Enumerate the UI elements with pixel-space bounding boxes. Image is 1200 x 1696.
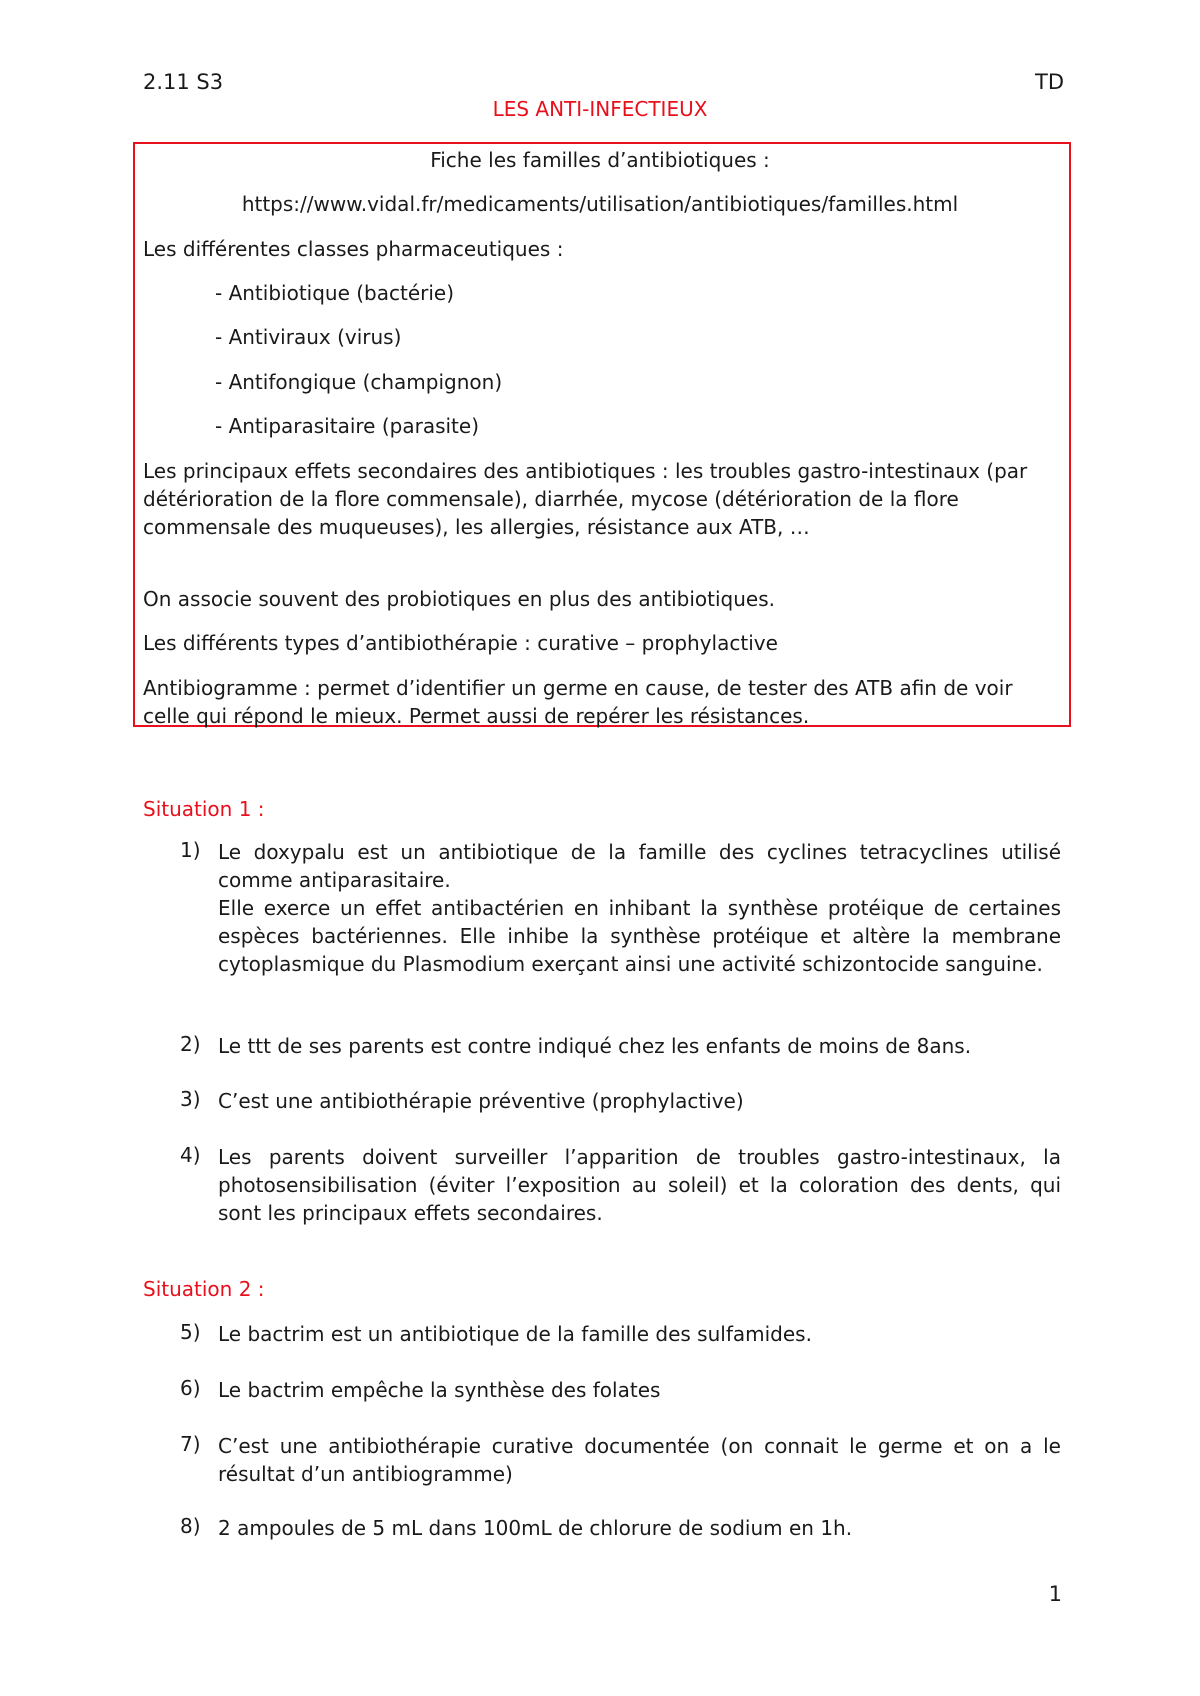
item-number: 4) [180, 1143, 201, 1167]
situation-2-heading: Situation 2 : [143, 1277, 265, 1301]
course-code: 2.11 S3 [143, 70, 224, 94]
item-number: 8) [180, 1514, 201, 1538]
therapy-types: Les différents types d’antibiothérapie : curative – prophylactive [143, 631, 778, 655]
item-text: C’est une antibiothérapie curative documentée (on connait le germe et on a le résultat d’un antibiogramme) [218, 1434, 1061, 1486]
item-text-line: Le doxypalu est un antibiotique de la famille des cyclines tetracyclines utilisé comme antiparasitaire. [218, 840, 1061, 892]
item-text: Le bactrim empêche la synthèse des folates [218, 1378, 661, 1402]
class-item: - Antiviraux (virus) [215, 325, 402, 349]
side-effects-paragraph: Les principaux effets secondaires des antibiotiques : les troubles gastro-intestinaux (par détérioration de la flore commensale), diarrhée, mycose (détérioration de la flore commensale des muqueuses), les allergies, résistance aux ATB, … [143, 459, 1028, 539]
situation-1-heading: Situation 1 : [143, 797, 265, 821]
item-number: 1) [180, 838, 201, 862]
item-text: Le bactrim est un antibiotique de la famille des sulfamides. [218, 1322, 812, 1346]
item-text [218, 838, 1061, 978]
item-text: Les parents doivent surveiller l’apparition de troubles gastro-intestinaux, la photosensibilisation (éviter l’exposition au soleil) et la coloration des dents, qui sont les principaux effets secondaires. [218, 1145, 1061, 1225]
page-title: LES ANTI-INFECTIEUX [492, 97, 708, 121]
item-text-line: Elle exerce un effet antibactérien en inhibant la synthèse protéique de certaines espèces bactériennes. Elle inhibe la synthèse protéique et altère la membrane cytoplasmique du Plasmodium exerçant ainsi une activité schizontocide sanguine. [218, 896, 1061, 976]
document-type: TD [1035, 70, 1064, 94]
item-text: C’est une antibiothérapie préventive (prophylactive) [218, 1089, 744, 1113]
item-number: 3) [180, 1087, 201, 1111]
antibiogram-paragraph: Antibiogramme : permet d’identifier un germe en cause, de tester des ATB afin de voir celle qui répond le mieux. Permet aussi de repérer les résistances. [143, 676, 1013, 728]
item-number: 6) [180, 1376, 201, 1400]
item-text: 2 ampoules de 5 mL dans 100mL de chlorure de sodium en 1h. [218, 1516, 853, 1540]
page-number: 1 [1048, 1582, 1062, 1606]
class-item: - Antifongique (champignon) [215, 370, 503, 394]
probiotics-note: On associe souvent des probiotiques en plus des antibiotiques. [143, 587, 775, 611]
vidal-url[interactable]: https://www.vidal.fr/medicaments/utilisation/antibiotiques/familles.html [241, 192, 959, 216]
class-item: - Antibiotique (bactérie) [215, 281, 455, 305]
item-number: 5) [180, 1320, 201, 1344]
item-number: 2) [180, 1032, 201, 1056]
fiche-title: Fiche les familles d’antibiotiques : [430, 148, 770, 172]
item-text: Le ttt de ses parents est contre indiqué chez les enfants de moins de 8ans. [218, 1034, 972, 1058]
classes-intro: Les différentes classes pharmaceutiques : [143, 237, 564, 261]
class-item: - Antiparasitaire (parasite) [215, 414, 479, 438]
item-number: 7) [180, 1432, 201, 1456]
